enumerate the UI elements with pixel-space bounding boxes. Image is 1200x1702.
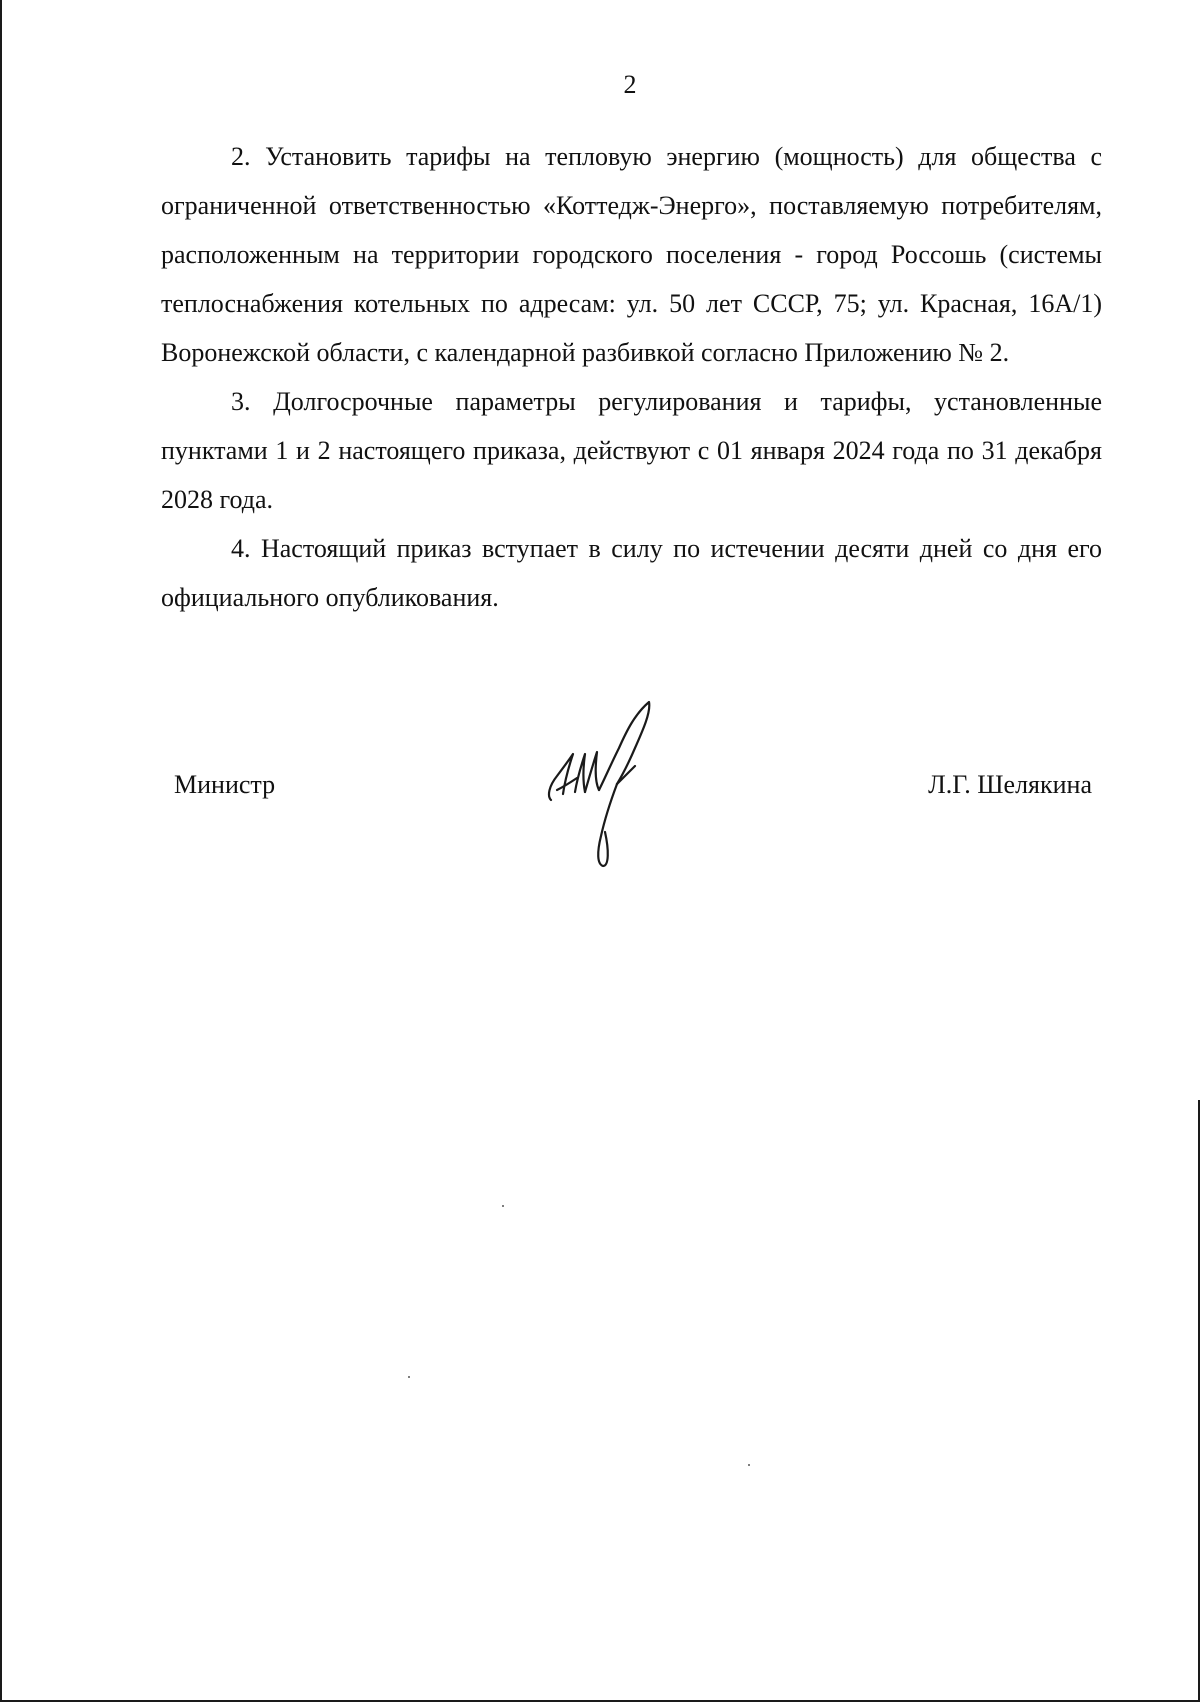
scan-border-left: [0, 0, 2, 1702]
scan-speck: [748, 1464, 750, 1466]
document-body: [161, 132, 1102, 622]
paragraph-item-2: 2. Установить тарифы на тепловую энергию (мощность) для общества с ограниченной ответственностью «Коттедж-Энерго», поставляемую потребителям, расположенным на территории городского поселения - город Россошь (системы теплоснабжения котельных по адресам: ул. 50 лет СССР, 75; ул. Красная, 16А/1) Воронежской области, с календарной разбивкой согласно Приложению № 2.: [161, 142, 1102, 367]
signer-position: Министр: [174, 770, 276, 799]
page-number: 2: [623, 70, 637, 99]
paragraph-item-3: 3. Долгосрочные параметры регулирования и тарифы, установленные пунктами 1 и 2 настоящего приказа, действуют с 01 января 2024 года по 31 декабря 2028 года.: [161, 387, 1102, 514]
paragraph-item-4: 4. Настоящий приказ вступает в силу по истечении десяти дней со дня его официального опубликования.: [161, 534, 1102, 612]
scan-speck: [502, 1205, 504, 1207]
signature-block: [161, 700, 1102, 900]
handwritten-signature: [539, 700, 689, 880]
signer-name: Л.Г. Шелякина: [928, 770, 1092, 799]
scan-speck: [408, 1376, 410, 1378]
